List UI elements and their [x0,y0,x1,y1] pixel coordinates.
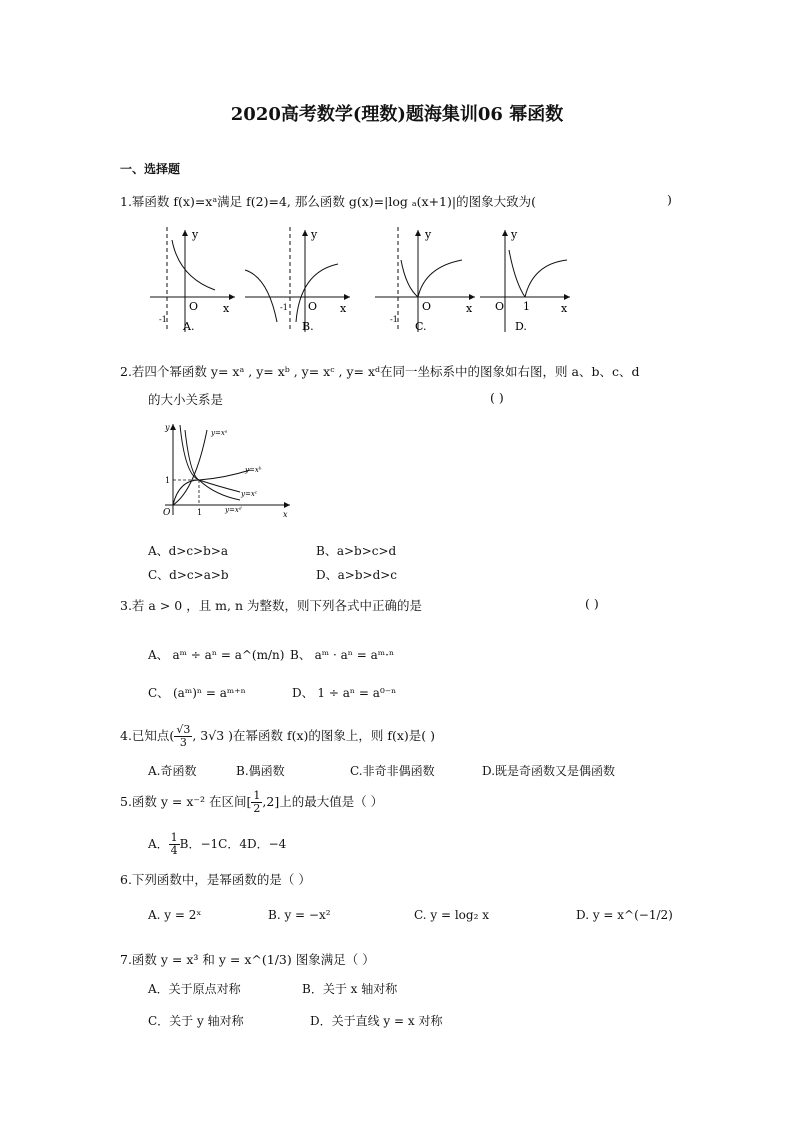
q2-option-d: D、a>b>d>c [316,568,398,582]
q4-stem [120,724,435,749]
q1-b-label: B. [302,320,314,333]
q5-option-a-fraction [169,832,180,857]
q2-origin: O [163,508,171,518]
q5-options [148,832,286,857]
q2-axis-x: x [283,510,288,519]
q4-option-c: C.非奇非偶函数 [350,764,435,778]
q2-stem2: 的大小关系是 [148,392,224,407]
q1-graph-a [150,227,235,333]
q1-paren: ) [667,192,672,207]
q5-stem-a: 5.函数 y = x⁻² 在区间[ [120,794,252,809]
q1-c-label: C. [415,320,427,333]
q1-a-origin: O [189,300,199,313]
q1-c-x: x [466,302,473,315]
q1-a-tick: -1 [159,315,167,324]
page-title: 2020高考数学(理数)题海集训06 幂函数 [230,104,564,125]
q5-opt-den: 4 [170,844,178,857]
q2-one-y: 1 [165,476,171,485]
q2-one-x: 1 [197,508,203,517]
q3-option-d: D、 1 ÷ aⁿ = a⁰⁻ⁿ [292,686,397,700]
q5-stem-b: ,2]上的最大值是（ ） [262,794,384,809]
q1-a-x: x [223,302,230,315]
q1-graph-b [245,227,350,333]
q1-b-x: x [340,302,347,315]
q4-stem-b: , 3√3 )在幂函数 f(x)的图象上，则 f(x)是( ) [192,728,436,743]
q1-d-tick: 1 [523,300,530,313]
q2-label-d: y=xᵈ [225,506,242,514]
q2-option-c: C、d>c>a>b [148,568,229,582]
q4-option-b: B.偶函数 [236,764,285,778]
q1-c-y: y [425,228,432,241]
q4-frac-num: √3 [176,723,191,736]
q1-graphs [145,222,705,340]
q7-option-c: C．关于 y 轴对称 [148,1014,244,1028]
q6-option-a: A. y = 2ˣ [148,908,202,922]
q6-stem: 6.下列函数中，是幂函数的是（ ） [120,872,311,887]
q3-paren: ( ) [585,596,599,611]
q2-option-a: A、d>c>b>a [148,544,229,558]
q2-paren: ( ) [490,390,504,405]
q4-option-d: D.既是奇函数又是偶函数 [482,764,616,778]
q2-label-b: y=xᵇ [245,466,262,474]
q3-stem: 3.若 a > 0 ，且 m, n 为整数，则下列各式中正确的是 [120,598,422,613]
q6-option-d: D. y = x^(−1/2) [576,908,673,922]
q1-a-y: y [192,228,199,241]
q3-option-c: C、 (aᵐ)ⁿ = aᵐ⁺ⁿ [148,686,246,700]
q2-label-a: y=xᵃ [211,429,228,437]
q1-d-label: D. [515,320,527,333]
q4-frac-den: 3 [179,736,187,749]
q5-frac-den: 2 [253,802,261,815]
q6-option-c: C. y = log₂ x [414,908,489,922]
q1-d-x: x [561,302,568,315]
q1-b-tick: -1 [280,303,288,312]
q7-option-b: B．关于 x 轴对称 [302,982,398,996]
q7-option-d: D．关于直线 y = x 对称 [310,1014,443,1028]
q2-label-c: y=xᶜ [241,490,258,498]
q4-fraction [174,724,192,749]
q7-option-a: A．关于原点对称 [148,982,241,996]
q5-frac-num: 1 [253,789,261,802]
q3-option-b: B、 aᵐ · aⁿ = aᵐ·ⁿ [290,648,395,662]
q5-fraction [251,790,262,815]
q1-d-origin: O [495,300,505,313]
q5-options-rest: B．−1C．4D．−4 [179,837,287,851]
q1-a-label: A. [183,320,195,333]
section-heading: 一、选择题 [120,162,181,176]
q7-stem: 7.函数 y = x³ 和 y = x^(1/3) 图象满足（ ） [120,952,375,967]
q6-option-b: B. y = −x² [268,908,331,922]
q1-d-y: y [511,228,518,241]
q1-b-y: y [311,228,318,241]
q1-c-origin: O [422,300,432,313]
q1-stem: 1.幂函数 f(x)=xᵃ满足 f(2)=4, 那么函数 g(x)=|log ₐ(x+1)|的图象大致为( [120,194,536,209]
q2-stem: 2.若四个幂函数 y= xᵃ , y= xᵇ , y= xᶜ , y= xᵈ在同一坐标系中的图象如右图，则 a、b、c、d [120,364,640,379]
q4-stem-a: 4.已知点( [120,728,175,743]
q5-opt-num: 1 [170,831,178,844]
q4-option-a: A.奇函数 [148,764,197,778]
q1-graph-c [375,227,475,333]
q2-axis-y: y [165,423,170,432]
q2-graph [155,420,295,520]
q5-option-a-label: A． [148,837,169,851]
q2-option-b: B、a>b>c>d [316,544,397,558]
q5-stem [120,790,383,815]
q1-b-origin: O [308,300,318,313]
q1-graph-d [480,228,570,333]
q3-option-a: A、 aᵐ ÷ aⁿ = a^(m/n) [148,648,285,662]
q1-c-tick: -1 [390,315,398,324]
